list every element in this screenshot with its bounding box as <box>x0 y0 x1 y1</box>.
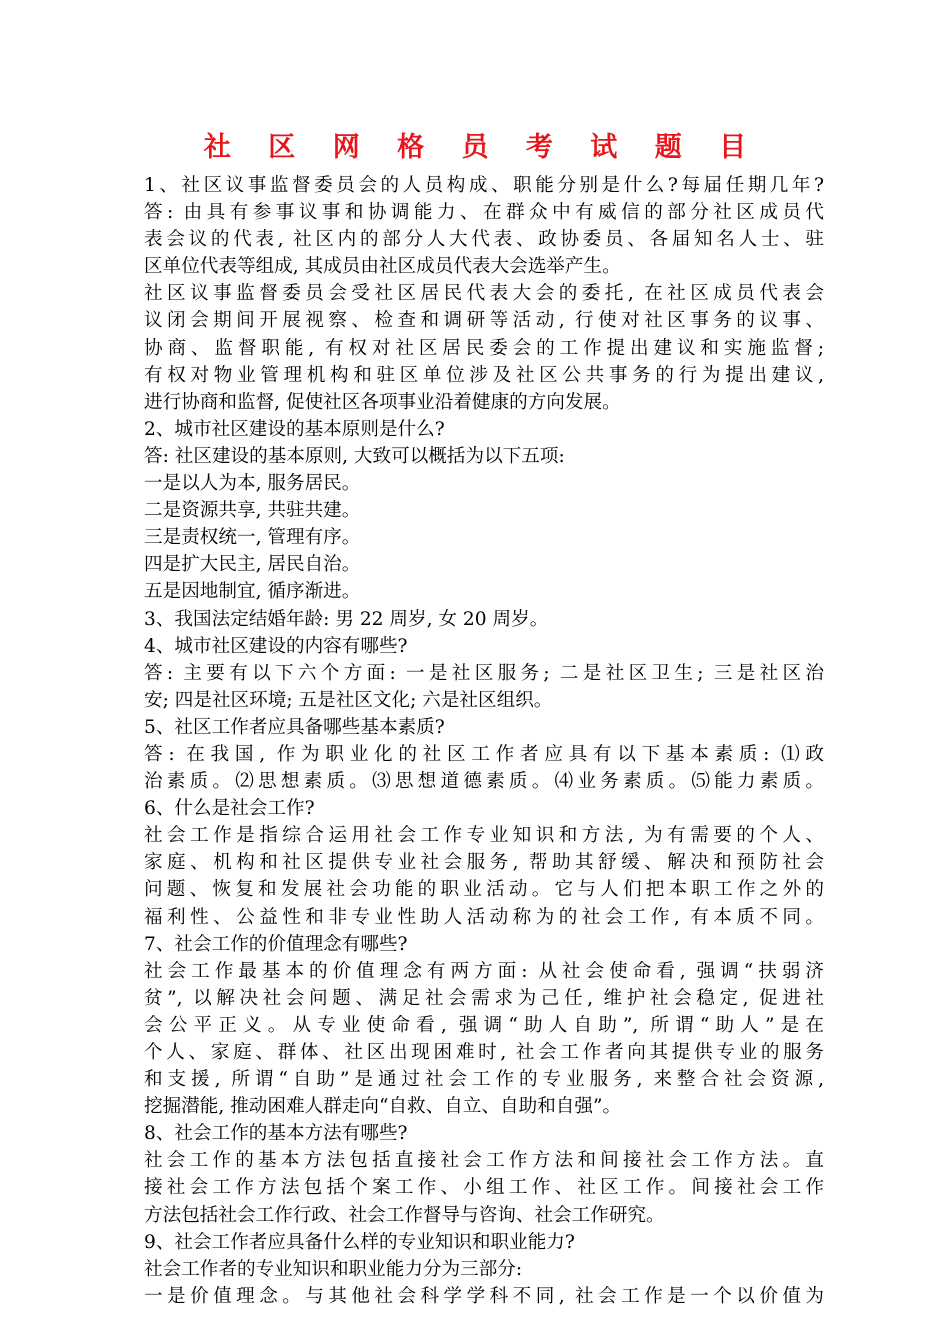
text-line: 协商、监督职能, 有权对社区居民委会的工作提出建议和实施监督; <box>144 337 824 359</box>
text-line: 福利性、公益性和非专业性助人活动称为的社会工作, 有本质不同。 <box>144 906 824 928</box>
text-line: 方法包括社会工作行政、社会工作督导与咨询、社会工作研究。 <box>144 1204 665 1226</box>
text-line: 答: 主要有以下六个方面: 一是社区服务; 二是社区卫生; 三是社区治 <box>144 662 824 684</box>
text-line: 二是资源共享, 共驻共建。 <box>144 500 361 522</box>
text-line: 社会工作最基本的价值理念有两方面: 从社会使命看, 强调“扶弱济 <box>144 960 824 982</box>
text-line: 社区议事监督委员会受社区居民代表大会的委托, 在社区成员代表会 <box>144 283 824 305</box>
document-title: 社 区 网 格 员 考 试 题 目 <box>203 132 761 163</box>
text-line: 安; 四是社区环境; 五是社区文化; 六是社区组织。 <box>144 689 553 711</box>
text-line: 表会议的代表, 社区内的部分人大代表、政协委员、各届知名人士、驻 <box>144 229 824 251</box>
text-line: 社会工作者的专业知识和职业能力分为三部分: <box>144 1258 523 1280</box>
text-line: 议闭会期间开展视察、检查和调研等活动, 行使对社区事务的议事、 <box>144 310 824 332</box>
text-line: 答: 社区建设的基本原则, 大致可以概括为以下五项: <box>144 445 565 467</box>
text-line: 答: 在我国, 作为职业化的社区工作者应具有以下基本素质: ⑴政 <box>144 743 824 765</box>
document-body <box>144 172 824 1310</box>
text-line: 5、社区工作者应具备哪些基本素质? <box>144 716 445 738</box>
text-line: 挖掘潜能, 推动困难人群走向“自救、自立、自助和自强”。 <box>144 1096 622 1118</box>
text-line: 三是责权统一, 管理有序。 <box>144 527 361 549</box>
text-line: 和支援, 所谓“自助”是通过社会工作的专业服务, 来整合社会资源, <box>144 1069 824 1091</box>
text-line: 答: 由具有参事议事和协调能力、在群众中有威信的部分社区成员代 <box>144 202 824 224</box>
text-line: 一是价值理念。与其他社会科学学科不同, 社会工作是一个以价值为 <box>144 1285 824 1307</box>
text-line: 8、社会工作的基本方法有哪些? <box>144 1123 408 1145</box>
text-line: 6、什么是社会工作? <box>144 798 315 820</box>
text-line: 治素质。⑵思想素质。⑶思想道德素质。⑷业务素质。⑸能力素质。 <box>144 771 824 793</box>
text-line: 五是因地制宜, 循序渐进。 <box>144 581 361 603</box>
text-line: 9、社会工作者应具备什么样的专业知识和职业能力? <box>144 1231 575 1253</box>
text-line: 个人、家庭、群体、社区出现困难时, 社会工作者向其提供专业的服务 <box>144 1042 824 1063</box>
text-line: 贫”, 以解决社会问题、满足社会需求为己任, 维护社会稳定, 促进社 <box>144 987 824 1009</box>
text-line: 会公平正义。从专业使命看, 强调“助人自助”, 所谓“助人”是在 <box>144 1014 824 1036</box>
text-line: 社会工作是指综合运用社会工作专业知识和方法, 为有需要的个人、 <box>144 825 824 847</box>
text-line: 有权对物业管理机构和驻区单位涉及社区公共事务的行为提出建议, <box>144 364 824 386</box>
text-line: 四是扩大民主, 居民自治。 <box>144 554 361 576</box>
text-line: 4、城市社区建设的内容有哪些? <box>144 635 408 657</box>
text-line: 问题、恢复和发展社会功能的职业活动。它与人们把本职工作之外的 <box>144 879 824 901</box>
text-line: 3、我国法定结婚年龄: 男 22 周岁, 女 20 周岁。 <box>144 608 549 630</box>
text-line: 区单位代表等组成, 其成员由社区成员代表大会选举产生。 <box>144 256 621 278</box>
text-line: 家庭、机构和社区提供专业社会服务, 帮助其舒缓、解决和预防社会 <box>144 852 824 874</box>
text-line: 2、城市社区建设的基本原则是什么? <box>144 418 445 440</box>
text-line: 一是以人为本, 服务居民。 <box>144 473 361 495</box>
text-line: 7、社会工作的价值理念有哪些? <box>144 933 408 955</box>
text-line: 接社会工作方法包括个案工作、小组工作、社区工作。间接社会工作 <box>144 1177 824 1199</box>
text-line: 社会工作的基本方法包括直接社会工作方法和间接社会工作方法。直 <box>144 1150 824 1172</box>
text-line: 1、社区议事监督委员会的人员构成、职能分别是什么?每届任期几年? <box>144 175 824 196</box>
text-line: 进行协商和监督, 促使社区各项事业沿着健康的方向发展。 <box>144 391 621 413</box>
